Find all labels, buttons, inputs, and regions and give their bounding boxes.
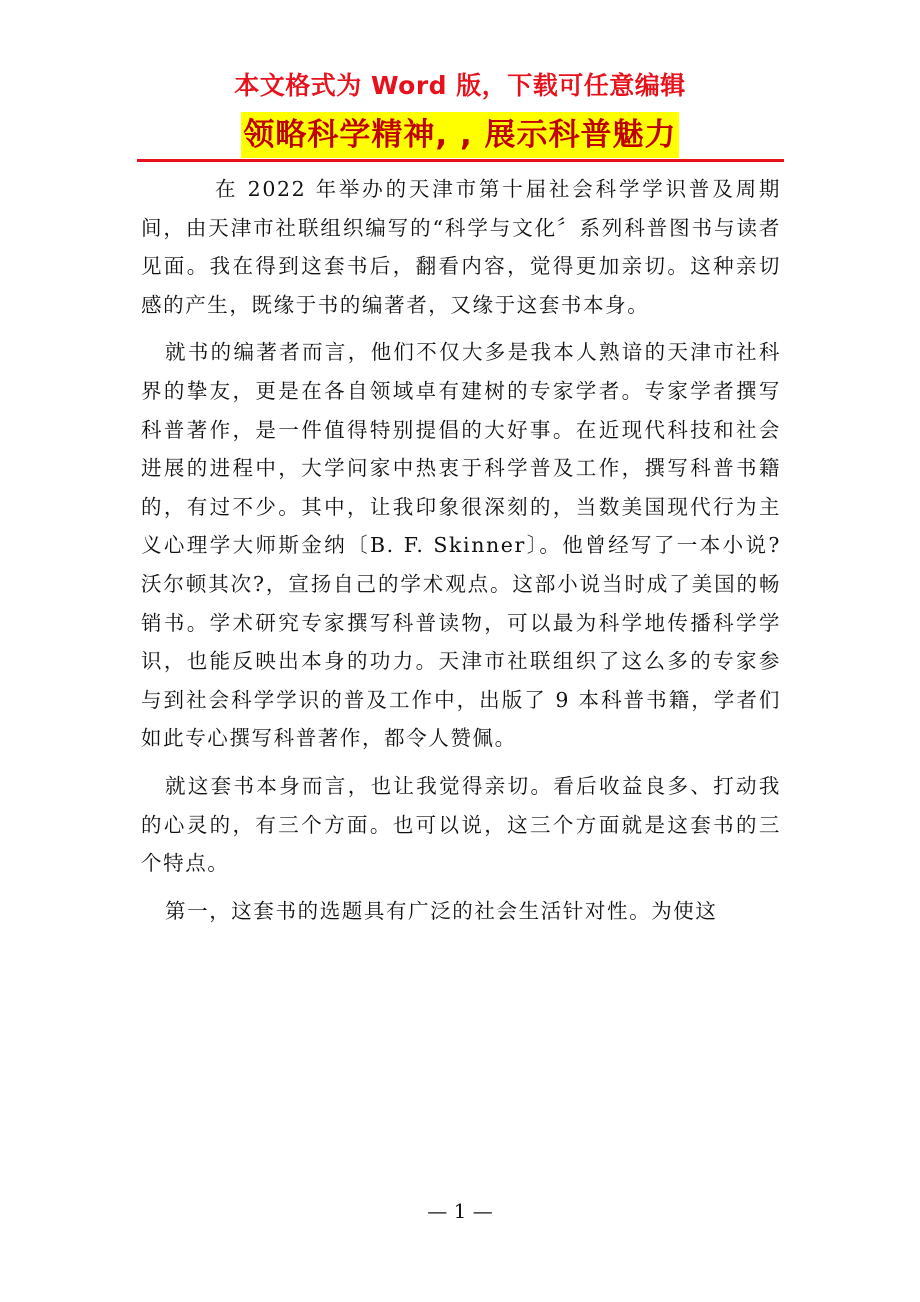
paragraph: 第一，这套书的选题具有广泛的社会生活针对性。为使这	[165, 898, 718, 923]
document-title: 领略科学精神, , 展示科普魅力	[241, 112, 678, 158]
title-container	[0, 112, 920, 158]
paragraph: 就书的编著者而言，他们不仅大多是我本人熟谙的天津市社科界的挚友，更是在各自领域卓有建树的专家学者。专家学者撰写科普著作，是一件值得特别提倡的大好事。在近现代科技和社会进展的进程中，大学问家中热衷于科学普及工作，撰写科普书籍的，有过不少。其中，让我印象很深刻的，当数美国现代行为主义心理学大师斯金纳〔B. F. Skinner〕。他曾经写了一本小说?沃尔顿其次?，宣扬自己的学术观点。这部小说当时成了美国的畅销书。学术研究专家撰写科普读物，可以最为科学地传播科学学识，也能反映出本身的功力。天津市社联组织了这么多的专家参与到社会科学学识的普及工作中，出版了 9 本科普书籍，学者们如此专心撰写科普著作，都令人赞佩。	[141, 340, 781, 751]
page-number: — 1 —	[427, 1199, 493, 1223]
header-divider	[137, 159, 784, 162]
paragraph: 就这套书本身而言，也让我觉得亲切。看后收益良多、打动我的心灵的，有三个方面。也可以说，这三个方面就是这套书的三个特点。	[141, 773, 781, 876]
download-notice: 本文格式为 Word 版，下载可任意编辑	[234, 71, 686, 100]
document-body	[141, 170, 781, 939]
paragraph: 在 2022 年举办的天津市第十届社会科学学识普及周期间，由天津市社联组织编写的“科学与文化〞系列科普图书与读者见面。我在得到这套书后，翻看内容，觉得更加亲切。这种亲切感的产生，既缘于书的编著者，又缘于这套书本身。	[141, 177, 781, 317]
